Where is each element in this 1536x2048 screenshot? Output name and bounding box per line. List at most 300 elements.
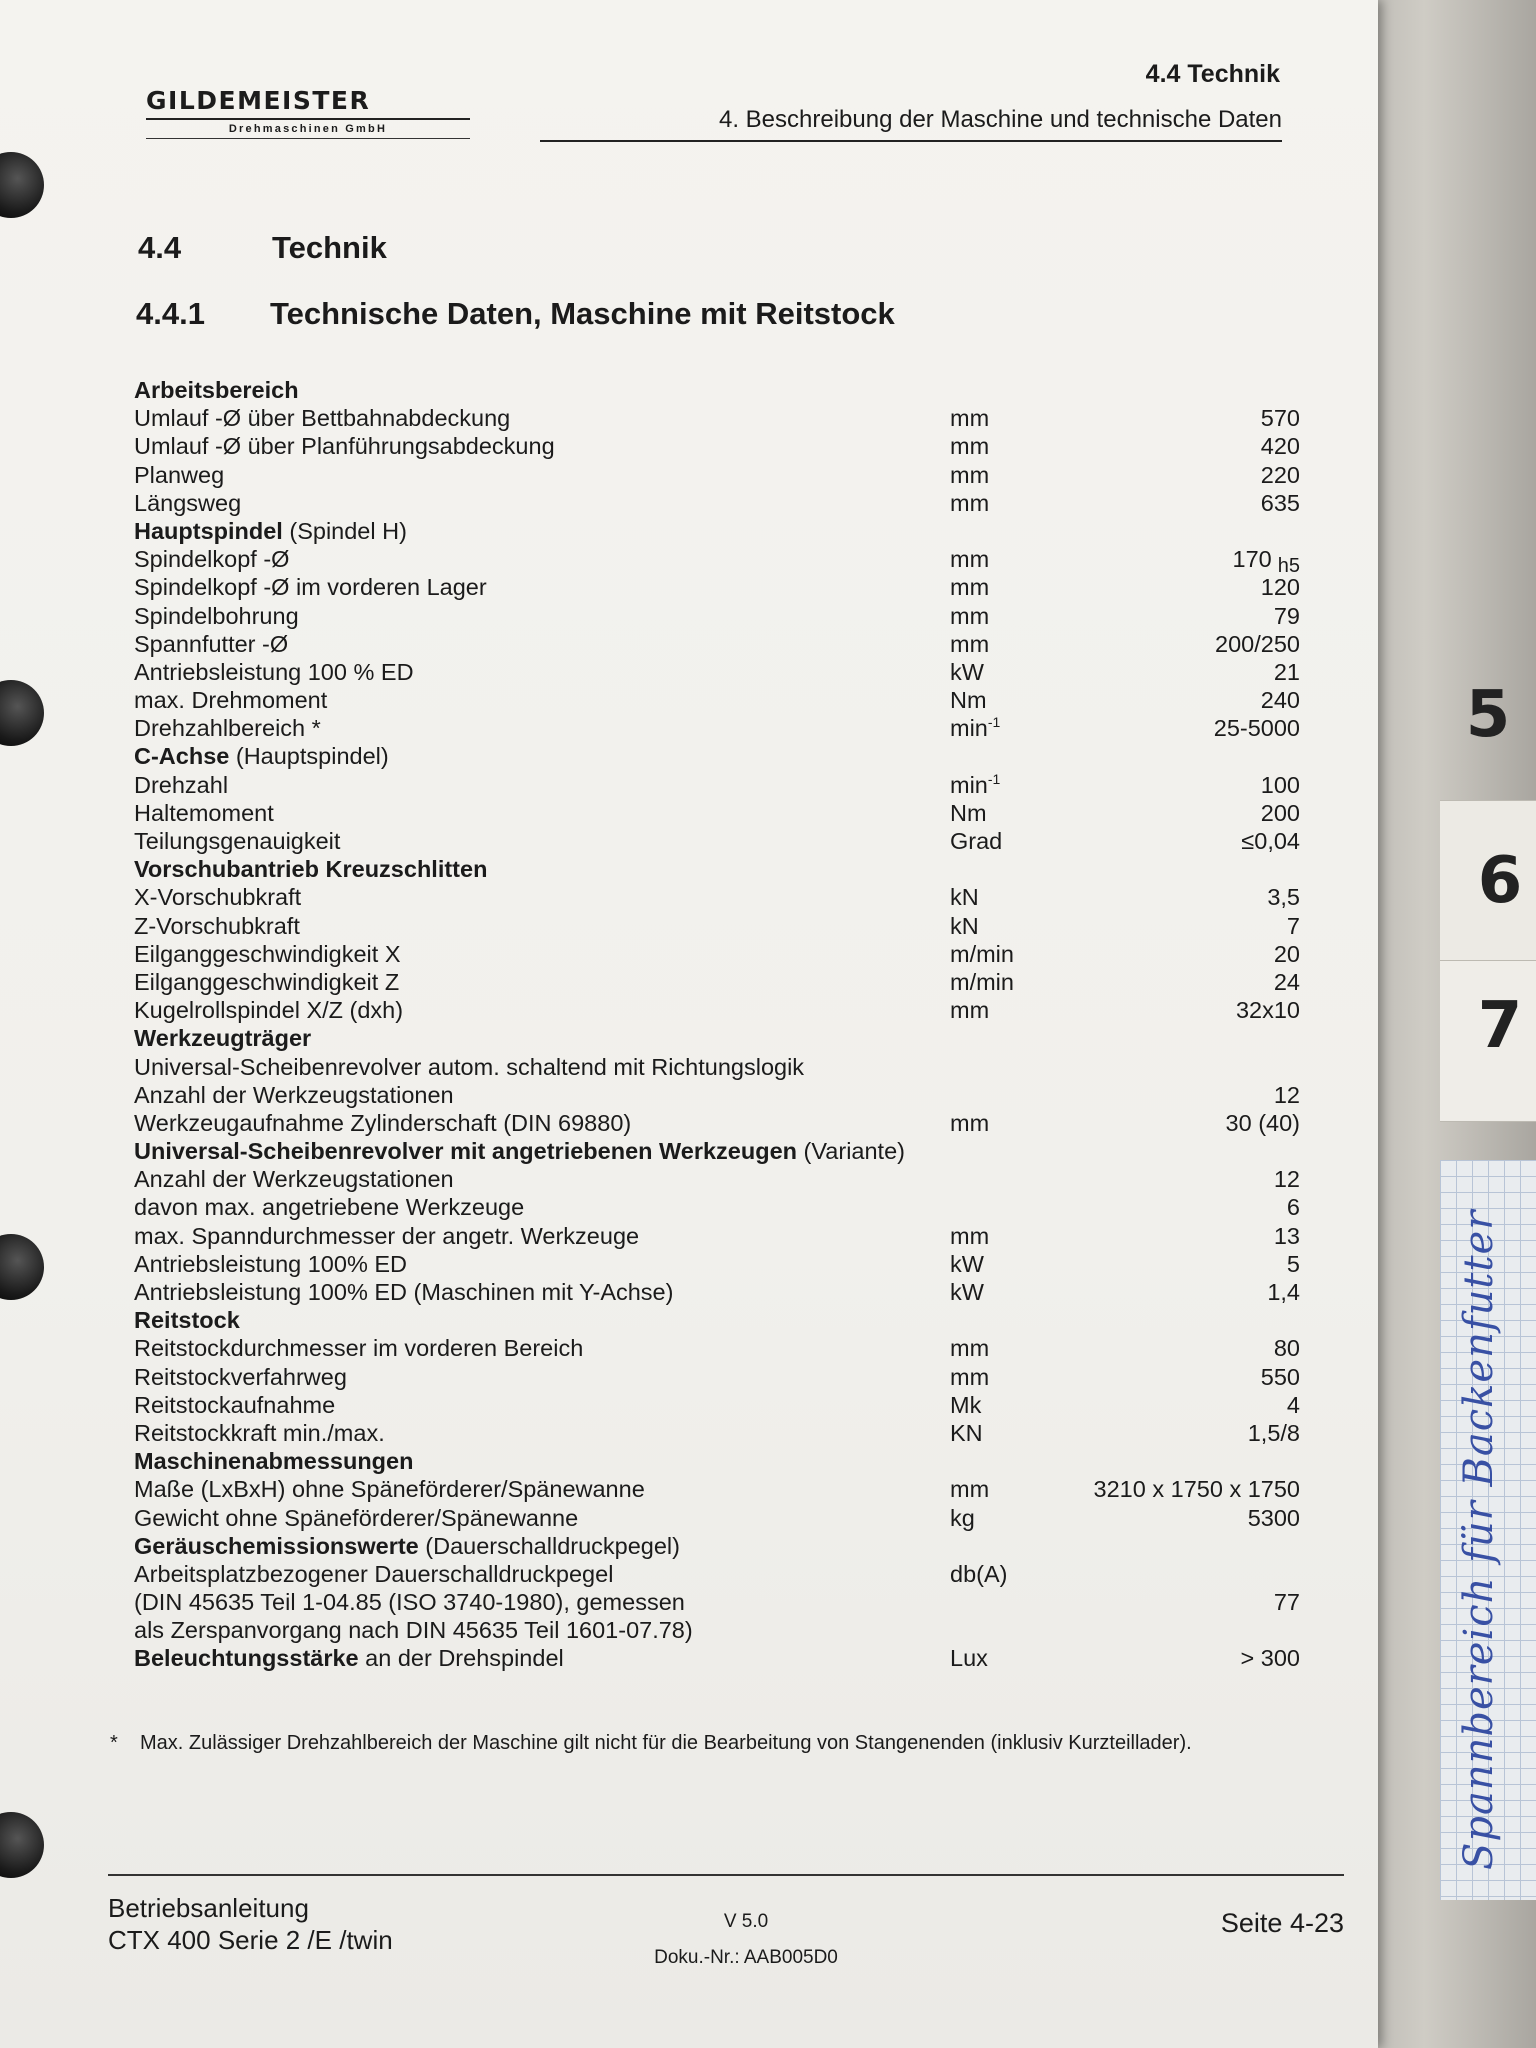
spec-value (1215, 630, 1300, 658)
spec-unit (950, 573, 989, 601)
spec-value (1287, 1250, 1300, 1278)
spec-label (134, 1560, 613, 1588)
spec-unit (950, 1109, 989, 1137)
spec-label (134, 1475, 645, 1503)
spec-row (0, 686, 1378, 714)
spec-unit-text: Nm (950, 687, 987, 714)
spec-label (134, 1081, 454, 1109)
spec-row (0, 912, 1378, 940)
spec-unit-text: db(A) (950, 1560, 1008, 1587)
spec-label (134, 1222, 639, 1250)
spec-unit-text: kW (950, 658, 984, 685)
spec-unit-exponent: -1 (987, 770, 1001, 787)
spec-value (1261, 771, 1300, 799)
spec-value-text: 79 (1273, 602, 1300, 629)
spec-label (134, 489, 241, 517)
spec-unit-text: mm (950, 405, 990, 432)
spec-label (134, 1250, 407, 1278)
spec-value-text: 635 (1260, 489, 1300, 516)
spec-row (0, 1250, 1378, 1278)
spec-value (1274, 658, 1300, 686)
company-logo (146, 86, 470, 139)
spec-value (1261, 1363, 1300, 1391)
spec-label-text: als Zerspanvorgang nach DIN 45635 Teil 1601-07.78) (134, 1617, 693, 1644)
spec-label-text: Reitstockverfahrweg (134, 1363, 347, 1390)
spec-label (134, 1588, 685, 1616)
spec-label-text: Umlauf -Ø über Planführungsabdeckung (134, 433, 555, 460)
spec-label-text: Anzahl der Werkzeugstationen (134, 1166, 454, 1193)
spec-value (1274, 1165, 1300, 1193)
spec-label-text: Teilungsgenauigkeit (134, 828, 341, 854)
spec-unit (950, 630, 989, 658)
spec-row (0, 602, 1378, 630)
spec-section-title: Arbeitsbereich (134, 377, 299, 403)
spec-label-text: an der Drehspindel (358, 1645, 564, 1672)
footer-page-number: Seite 4-23 (1220, 1908, 1344, 1938)
spec-label-text: Eilganggeschwindigkeit Z (134, 968, 400, 995)
spec-label (134, 912, 300, 940)
subsection-title: Technische Daten, Maschine mit Reitstock (270, 296, 895, 331)
spec-section-title: Reitstock (134, 1307, 240, 1334)
spec-value-text: 30 (40) (1225, 1109, 1300, 1136)
spec-section-row (0, 1532, 1378, 1560)
spec-unit-text: m/min (950, 940, 1014, 967)
spec-unit (950, 940, 1014, 968)
spec-label-text: Antriebsleistung 100% ED (134, 1250, 408, 1277)
logo-subtitle: Drehmaschinen GmbH (146, 120, 470, 139)
spec-value (1236, 996, 1300, 1024)
spec-unit-text: mm (950, 630, 990, 657)
spec-section-title: Werkzeugträger (134, 1025, 312, 1052)
spec-label-text: Reitstockkraft min./max. (134, 1419, 385, 1446)
spec-value-text: 120 (1260, 574, 1300, 601)
spec-unit-text: kg (950, 1504, 975, 1531)
spec-value-text: 100 (1260, 771, 1300, 798)
spec-value (1241, 1644, 1300, 1672)
spec-value-text: > 300 (1240, 1645, 1300, 1672)
spec-value (1267, 883, 1300, 911)
spec-value (1274, 1222, 1300, 1250)
spec-section-title: Beleuchtungsstärke (134, 1645, 359, 1672)
spec-row (0, 771, 1378, 799)
spec-label (134, 1137, 905, 1165)
spec-label-text: Kugelrollspindel X/Z (dxh) (134, 997, 404, 1024)
spec-label-text: Spindelbohrung (134, 602, 299, 629)
spec-label-text: Spannfutter -Ø (134, 630, 289, 657)
spec-row (0, 827, 1378, 855)
spec-label (134, 1278, 673, 1306)
spec-unit (950, 404, 989, 432)
spec-label-text: Reitstockdurchmesser im vorderen Bereich (134, 1335, 584, 1362)
spec-value-text: 200/250 (1215, 630, 1300, 657)
spec-label-text: (Dauerschalldruckpegel) (418, 1532, 680, 1559)
logo-name: GILDEMEISTER (146, 86, 470, 120)
spec-value-text: 1,4 (1267, 1279, 1300, 1305)
spec-unit (950, 1391, 981, 1419)
spec-value-text: 21 (1273, 658, 1300, 685)
spec-row (0, 996, 1378, 1024)
spec-label (134, 376, 299, 404)
spec-unit-text: mm (950, 433, 990, 460)
header-section-ref: 4.4 Technik (1145, 60, 1280, 88)
spec-unit (950, 1278, 984, 1306)
register-tab-5[interactable]: 5 (1465, 678, 1511, 752)
spec-unit-text: mm (950, 489, 990, 516)
spec-label-text: (Spindel H) (282, 517, 407, 544)
spec-value-text: 7 (1286, 912, 1300, 939)
spec-value (1214, 714, 1300, 742)
spec-value (1261, 799, 1300, 827)
spec-section-title: Maschinenabmessungen (134, 1448, 414, 1475)
spec-value-text: 170 (1232, 546, 1272, 573)
footnote-text: Max. Zulässiger Drehzahlbereich der Maschine gilt nicht für die Bearbeitung von Stangenenden (inklusiv Kurzteillader). (140, 1732, 1192, 1754)
spec-label-text: Universal-Scheibenrevolver autom. schaltend mit Richtungslogik (134, 1053, 805, 1080)
spec-row (0, 1391, 1378, 1419)
spec-label-text: Planweg (134, 461, 225, 488)
spec-section-title: C-Achse (134, 743, 230, 770)
spec-row (0, 1053, 1378, 1081)
register-tab-6[interactable]: 6 (1440, 800, 1536, 962)
spec-label (134, 827, 340, 855)
spec-label (134, 1447, 413, 1475)
section-title: Technik (272, 230, 387, 265)
spec-label-text: Längsweg (134, 489, 242, 516)
spec-unit (950, 996, 989, 1024)
spec-unit (950, 658, 984, 686)
spec-unit (950, 1363, 989, 1391)
spec-unit-text: kW (950, 1250, 984, 1277)
spec-section-row (0, 1306, 1378, 1334)
spec-value-text: 420 (1260, 433, 1300, 460)
spec-label (134, 432, 555, 460)
spec-unit-text: mm (950, 1476, 990, 1503)
spec-label (134, 1532, 680, 1560)
spec-value (1274, 968, 1300, 996)
spec-label-text: (Hauptspindel) (229, 743, 389, 770)
spec-value (1094, 1475, 1300, 1503)
spec-row (0, 1588, 1378, 1616)
spec-section-row (0, 1024, 1378, 1052)
spec-row (0, 1504, 1378, 1532)
footnote (110, 1732, 1192, 1755)
spec-row (0, 968, 1378, 996)
spec-value (1274, 602, 1300, 630)
spec-value-text: 12 (1273, 1166, 1300, 1193)
spec-label (134, 1306, 240, 1334)
spec-label (134, 1363, 347, 1391)
spec-label (134, 1419, 385, 1447)
spec-unit-text: mm (950, 461, 990, 488)
spec-value-text: 12 (1273, 1081, 1300, 1108)
spec-value (1287, 912, 1300, 940)
spec-section-title: Geräuschemissionswerte (134, 1532, 419, 1559)
spec-unit (950, 602, 989, 630)
spec-label-text: Arbeitsplatzbezogener Dauerschalldruckpegel (134, 1560, 614, 1587)
spec-label (134, 1644, 564, 1672)
spec-label (134, 1193, 524, 1221)
spec-value-tolerance: h5 (1277, 555, 1300, 578)
spec-label (134, 545, 289, 573)
spec-unit-text: kN (950, 912, 979, 939)
spec-value (1274, 1588, 1300, 1616)
spec-label-text: Eilganggeschwindigkeit X (134, 940, 401, 967)
spec-value-text: 3,5 (1267, 884, 1300, 911)
section-heading (138, 230, 387, 266)
spec-label-text: Gewicht ohne Späneförderer/Spänewanne (134, 1504, 579, 1531)
spec-unit (950, 1250, 984, 1278)
spec-unit-text: m/min (950, 968, 1014, 995)
spec-section-title: Vorschubantrieb Kreuzschlitten (134, 856, 488, 883)
spec-row (0, 799, 1378, 827)
spec-value-text: 570 (1260, 405, 1300, 432)
spec-label-text: (Variante) (797, 1138, 905, 1165)
subsection-heading (136, 296, 895, 332)
spec-value-text: 5300 (1247, 1504, 1300, 1531)
spec-value-text: 4 (1286, 1391, 1300, 1418)
footer-model: CTX 400 Serie 2 /E /twin (108, 1925, 393, 1955)
spec-label-text: Drehzahlbereich * (134, 715, 321, 742)
spec-value (1232, 545, 1300, 578)
spec-section-row (0, 1137, 1378, 1165)
spec-value-text: 1,5/8 (1247, 1419, 1300, 1446)
spec-unit-text: mm (950, 1363, 990, 1390)
spec-label (134, 630, 288, 658)
spec-unit (950, 799, 987, 827)
spec-unit-text: mm (950, 1222, 990, 1249)
spec-label-text: max. Spanndurchmesser der angetr. Werkzeuge (134, 1222, 640, 1249)
spec-row (0, 1278, 1378, 1306)
spec-label (134, 602, 299, 630)
spec-label-text: Umlauf -Ø über Bettbahnabdeckung (134, 405, 511, 432)
spec-row (0, 461, 1378, 489)
spec-label-text: Spindelkopf -Ø im vorderen Lager (134, 574, 487, 601)
spec-value (1261, 573, 1300, 601)
spec-unit (950, 714, 1000, 742)
spec-label (134, 573, 487, 601)
spec-value (1248, 1419, 1300, 1447)
spec-label (134, 1109, 631, 1137)
spec-label (134, 1391, 335, 1419)
spec-value-text: ≤0,04 (1241, 828, 1300, 854)
spec-value (1274, 940, 1300, 968)
spec-table (0, 376, 1378, 1673)
header-chapter: 4. Beschreibung der Maschine und technische Daten (718, 106, 1282, 133)
spec-unit-text: min (950, 715, 988, 742)
spec-label-text: Antriebsleistung 100 % ED (134, 658, 414, 685)
spec-unit (950, 686, 987, 714)
spec-value-text: 80 (1273, 1335, 1300, 1362)
spec-unit-text: Lux (950, 1645, 988, 1672)
spec-unit (950, 1504, 975, 1532)
spec-label-text: Maße (LxBxH) ohne Späneförderer/Spänewanne (134, 1476, 645, 1503)
spec-value (1261, 461, 1300, 489)
spec-label-text: Spindelkopf -Ø (134, 546, 290, 573)
spec-label (134, 686, 327, 714)
spec-row (0, 630, 1378, 658)
spec-value (1248, 1504, 1300, 1532)
spec-row (0, 1109, 1378, 1137)
spec-unit (950, 1419, 983, 1447)
spec-unit (950, 1475, 989, 1503)
spec-value-text: 5 (1286, 1250, 1300, 1277)
spec-section-row (0, 517, 1378, 545)
footer-rule (108, 1874, 1344, 1876)
spec-value (1226, 1109, 1300, 1137)
punch-hole (0, 152, 44, 218)
handwritten-note: Spannbereich für Backenfutter (1456, 1209, 1502, 1870)
spec-section-row (0, 855, 1378, 883)
spec-unit-text: KN (950, 1419, 983, 1446)
spec-unit (950, 827, 1002, 855)
spec-unit-text: mm (950, 1109, 990, 1136)
spec-label (134, 658, 414, 686)
spec-label (134, 968, 399, 996)
spec-label-text: Anzahl der Werkzeugstationen (134, 1081, 454, 1108)
spec-label (134, 1165, 454, 1193)
spec-label-text: Drehzahl (134, 771, 229, 798)
spec-row (0, 432, 1378, 460)
spec-label-text: Haltemoment (134, 799, 274, 826)
spec-section-row (0, 376, 1378, 404)
spec-label (134, 940, 401, 968)
spec-row (0, 658, 1378, 686)
spec-value (1287, 1391, 1300, 1419)
spec-section-row (0, 742, 1378, 770)
spec-value (1274, 1081, 1300, 1109)
spec-label-text: Reitstockaufnahme (134, 1391, 336, 1418)
spec-unit (950, 1560, 1007, 1588)
spec-unit (950, 912, 979, 940)
spec-row (0, 1222, 1378, 1250)
spec-value-text: 24 (1273, 968, 1300, 995)
spec-unit (950, 1644, 988, 1672)
footer-doc-number: Doku.-Nr.: AAB005D0 (654, 1947, 838, 1968)
spec-value-text: 220 (1260, 461, 1300, 488)
header-rule (540, 92, 1282, 142)
spec-label (134, 1334, 583, 1362)
spec-value (1287, 1193, 1300, 1221)
spec-row (0, 1165, 1378, 1193)
spec-unit-text: mm (950, 574, 990, 601)
spec-section-title: Universal-Scheibenrevolver mit angetriebenen Werkzeugen (134, 1138, 798, 1165)
spec-unit (950, 545, 989, 573)
spec-label (134, 1024, 311, 1052)
spec-label-text: (DIN 45635 Teil 1-04.85 (ISO 3740-1980), gemessen (134, 1589, 685, 1616)
spec-value-text: 32x10 (1235, 997, 1300, 1024)
spec-unit-text: mm (950, 602, 990, 629)
spec-label (134, 742, 389, 770)
spec-label (134, 799, 274, 827)
section-number: 4.4 (138, 230, 182, 265)
footnote-marker: * (110, 1732, 118, 1754)
spec-row (0, 1560, 1378, 1588)
spec-unit-text: kN (950, 884, 979, 911)
register-tab-7[interactable]: 7 (1440, 960, 1536, 1122)
spec-unit (950, 968, 1014, 996)
spec-unit (950, 461, 989, 489)
spec-label-text: Werkzeugaufnahme Zylinderschaft (DIN 69880) (134, 1109, 632, 1136)
spec-value-text: 13 (1273, 1222, 1300, 1249)
spec-section-row (0, 1447, 1378, 1475)
spec-unit (950, 771, 1000, 799)
spec-value-text: 200 (1260, 799, 1300, 826)
spec-label (134, 771, 228, 799)
spec-row (0, 1616, 1378, 1644)
spec-value-text: 550 (1260, 1363, 1300, 1390)
spec-value-text: 25-5000 (1213, 715, 1300, 742)
footer-center (596, 1904, 896, 1976)
spec-unit (950, 883, 979, 911)
spec-label (134, 1616, 693, 1644)
spec-row (0, 489, 1378, 517)
spec-unit-exponent: -1 (987, 714, 1001, 731)
spec-label (134, 461, 224, 489)
spec-label-text: X-Vorschubkraft (134, 884, 302, 911)
spec-row (0, 883, 1378, 911)
spec-row (0, 545, 1378, 578)
spec-unit-text: min (950, 771, 988, 798)
spec-value-text: 3210 x 1750 x 1750 (1093, 1476, 1300, 1503)
spec-value (1267, 1278, 1300, 1306)
spec-unit (950, 489, 989, 517)
spec-row (0, 1363, 1378, 1391)
footer-version: V 5.0 (723, 1911, 769, 1932)
spec-unit-text: Mk (950, 1391, 982, 1418)
spec-value-text: 6 (1286, 1194, 1300, 1221)
spec-unit (950, 1334, 989, 1362)
spec-label (134, 1053, 804, 1081)
spec-label (134, 517, 407, 545)
footer-manual-title: Betriebsanleitung (108, 1893, 309, 1923)
spec-unit-text: mm (950, 1335, 990, 1362)
spec-label (134, 404, 510, 432)
spec-label (134, 855, 487, 883)
spec-value (1261, 489, 1300, 517)
spec-label (134, 714, 321, 742)
subsection-number: 4.4.1 (136, 296, 205, 331)
spec-row (0, 573, 1378, 601)
spec-value (1261, 686, 1300, 714)
spec-row (0, 940, 1378, 968)
spec-label (134, 996, 403, 1024)
spec-row (0, 714, 1378, 742)
spec-unit-text: mm (950, 997, 990, 1024)
spec-row (0, 1193, 1378, 1221)
spec-label (134, 883, 301, 911)
spec-value-text: 240 (1260, 687, 1300, 714)
spec-value (1261, 404, 1300, 432)
spec-value (1274, 1334, 1300, 1362)
punch-hole (0, 1812, 44, 1878)
spec-unit-text: kW (950, 1279, 984, 1305)
spec-value (1261, 432, 1300, 460)
spec-section-row (0, 1644, 1378, 1672)
spec-row (0, 1081, 1378, 1109)
footer-left (108, 1892, 393, 1956)
spec-section-title: Hauptspindel (134, 517, 283, 544)
spec-row (0, 1475, 1378, 1503)
spec-label (134, 1504, 578, 1532)
spec-value-text: 20 (1273, 940, 1300, 967)
spec-label-text: max. Drehmoment (134, 687, 328, 714)
spec-label-text: Z-Vorschubkraft (134, 912, 300, 939)
spec-row (0, 1419, 1378, 1447)
spec-label-text: davon max. angetriebene Werkzeuge (134, 1194, 525, 1221)
spec-unit-text: mm (950, 546, 990, 573)
spec-row (0, 404, 1378, 432)
spec-unit-text: Grad (950, 828, 1003, 854)
spec-unit (950, 432, 989, 460)
